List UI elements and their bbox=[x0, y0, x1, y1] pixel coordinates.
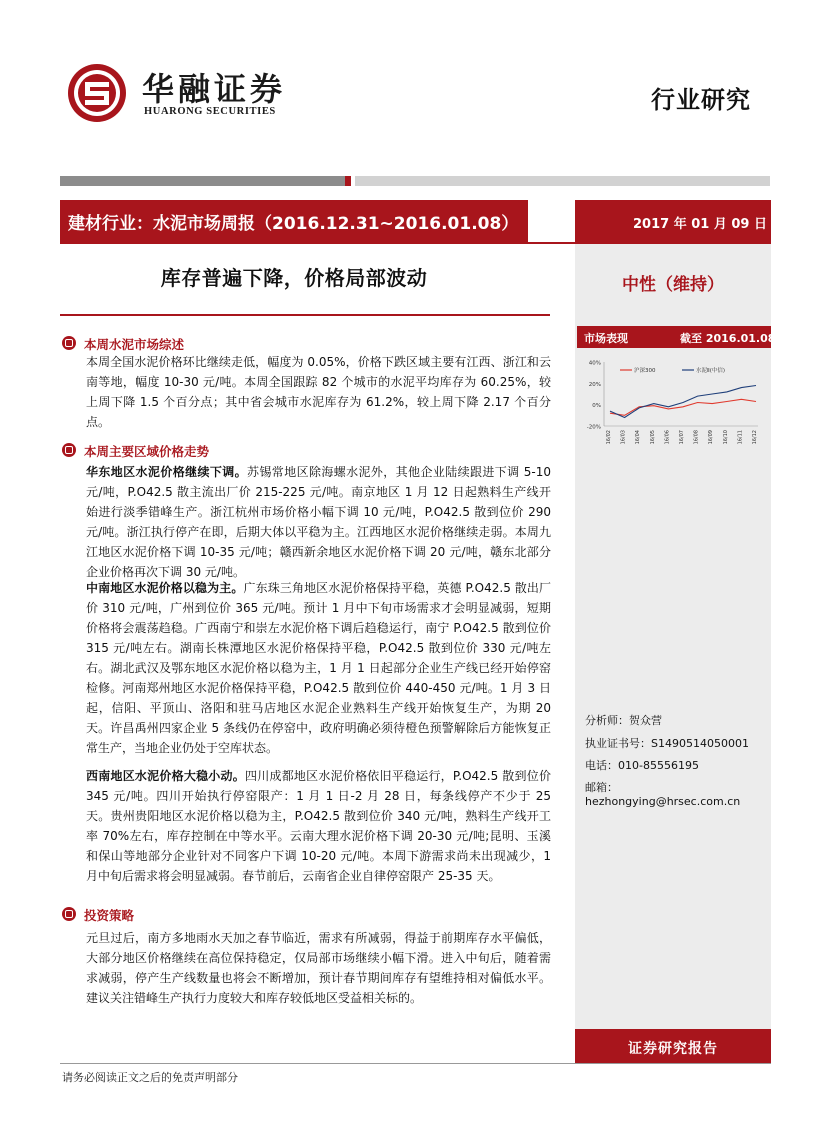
x-tick-label: 16/07 bbox=[679, 430, 685, 445]
x-tick-label: 16/08 bbox=[693, 430, 700, 445]
central-south-text: 广东珠三角地区水泥价格保持平稳，英德 P.O42.5 散出厂价 310 元/吨，广州到位价 365 元/吨。预计 1 月中下旬市场需求才会明显减弱，短期价格将会震荡趋稳。广西南宁和崇左水泥价格下调后趋稳运行，南宁 P.O42.5 散到位价 315 元/吨左右。湖南长株潭地区水泥价格保持平稳，P.O42.5 散到位价 330 元/吨左右。湖北武汉及鄂东地区水泥价格以稳为主，1 月 1 日起部分企业生产线已经开始停窑检修。河南郑州地区水泥价格保持平稳，P.O42.5 散到位价 440-450 元/吨。1 月 3 日起，信阳、平顶山、洛阳和驻马店地区水泥企业熟料生产线开始恢复生产，为期 20 天。许昌禹州四家企业 5 条线仍在停窑中，政府明确必须待橙色预警解除后方能恢复正常生产，当地企业仍处于空库状态。 bbox=[86, 581, 551, 755]
legend-label: 沪深300 bbox=[634, 368, 656, 374]
market-performance-label: 市场表现 bbox=[584, 332, 628, 345]
section-title-summary: 本周水泥市场综述 bbox=[84, 337, 185, 352]
y-tick-label: 0% bbox=[592, 403, 601, 410]
southwest-text: 四川成都地区水泥价格依旧平稳运行，P.O42.5 散到位价 345 元/吨。四川开始执行停窑限产：1 月 1 日-2 月 28 日，每条线停产不少于 25 天。贵州贵阳地区水泥价格以稳为主，P.O42.5 散到位价 340 元/吨，熟料生产线开工率 70%左右，库存控制在中等水平。云南大理水泥价格下调 20-30 元/吨;昆明、玉溪和保山等地部分企业针对不同客户下调 10-20 元/吨。本周下游需求尚未出现减少，1 月中旬后需求将会明显减弱。春节前后，云南省企业自律停窑限产 25-35 天。 bbox=[86, 769, 551, 883]
x-tick-label: 16/02 bbox=[606, 430, 612, 445]
analyst-email: 邮箱：hezhongying@hrsec.com.cn bbox=[585, 781, 741, 808]
section-bullet-icon bbox=[62, 443, 76, 457]
logo-chinese-name: 华融证券 bbox=[142, 70, 287, 108]
summary-paragraph: 本周全国水泥价格环比继续走低，幅度为 0.05%，价格下跌区域主要有江西、浙江和云南等地，幅度 10-30 元/吨。本周全国跟踪 82 个城市的水泥平均库存为 60.25%，较上周下降 1.5 个百分点；其中省会城市水泥库存为 61.2%，较上周下降 2.17 个百分点。 bbox=[86, 355, 551, 429]
section-title-strategy: 投资策略 bbox=[84, 908, 135, 923]
market-as-of-date: 截至 2016.01.08 bbox=[680, 332, 776, 345]
analyst-license: 执业证书号：S1490514050001 bbox=[585, 737, 749, 750]
east-china-text: 苏锡常地区除海螺水泥外，其他企业陆续跟进下调 5-10 元/吨，P.O42.5 散主流出厂价 215-225 元/吨。南京地区 1 月 12 日起熟料生产线开始进行淡季错峰生产。浙江杭州市场价格小幅下调 10 元/吨，P.O42.5 散到位价 290 元/吨。浙江执行停产在即，后期大体以平稳为主。江西地区水泥价格继续走弱。本周九江地区水泥价格下调 10-35 元/吨；赣西新余地区水泥价格下调 20 元/吨，赣东北部分企业价格再次下调 30 元/吨。 bbox=[86, 465, 551, 579]
x-tick-label: 16/06 bbox=[664, 430, 671, 445]
disclaimer-note: 请务必阅读正文之后的免责声明部分 bbox=[62, 1071, 238, 1084]
footer-label: 证券研究报告 bbox=[628, 1041, 718, 1057]
huarong-logo-icon bbox=[66, 62, 128, 124]
header-divider-grey bbox=[60, 176, 345, 186]
east-china-paragraph bbox=[86, 462, 551, 582]
east-china-lead: 华东地区水泥价格继续下调。 bbox=[86, 465, 248, 479]
market-performance-chart bbox=[582, 356, 768, 460]
footer-rule bbox=[60, 1063, 771, 1064]
southwest-lead: 西南地区水泥价格大稳小动。 bbox=[86, 769, 245, 783]
southwest-paragraph bbox=[86, 766, 551, 886]
report-type: 行业研究 bbox=[651, 86, 751, 114]
series-line bbox=[610, 386, 756, 418]
logo-english-name: HUARONG SECURITIES bbox=[144, 106, 276, 117]
analyst-phone: 电话：010-85556195 bbox=[585, 759, 699, 772]
x-tick-label: 16/04 bbox=[635, 430, 642, 445]
x-tick-label: 16/11 bbox=[737, 430, 744, 445]
x-tick-label: 16/03 bbox=[620, 430, 627, 445]
central-south-paragraph bbox=[86, 578, 551, 758]
headline: 库存普遍下降，价格局部波动 bbox=[160, 266, 428, 290]
x-tick-label: 16/12 bbox=[752, 430, 758, 445]
headline-rule bbox=[60, 314, 550, 316]
y-tick-label: -20% bbox=[586, 424, 601, 431]
y-tick-label: 20% bbox=[588, 381, 601, 388]
section-bullet-icon bbox=[62, 336, 76, 350]
y-tick-label: 40% bbox=[588, 360, 601, 367]
rating: 中性（维持） bbox=[622, 275, 724, 295]
section-title-regional: 本周主要区域价格走势 bbox=[84, 444, 210, 459]
header-divider-light bbox=[355, 176, 770, 186]
section-bullet-icon bbox=[62, 907, 76, 921]
header-divider-red bbox=[345, 176, 351, 186]
report-title: 建材行业：水泥市场周报（2016.12.31~2016.01.08） bbox=[68, 214, 519, 234]
strategy-paragraph: 元旦过后，南方多地雨水天加之春节临近，需求有所减弱，得益于前期库存水平偏低，大部分地区价格继续在高位保持稳定，仅局部市场继续小幅下滑。进入中旬后，随着需求减弱，停产生产线数量也将会不断增加，预计春节期间库存有望维持相对偏低水平。建议关注错峰生产执行力度较大和库存较低地区受益相关标的。 bbox=[86, 931, 551, 1005]
report-date: 2017 年 01 月 09 日 bbox=[633, 217, 767, 232]
x-tick-label: 16/10 bbox=[722, 430, 729, 445]
x-tick-label: 16/05 bbox=[649, 430, 656, 445]
x-tick-label: 16/09 bbox=[708, 430, 715, 445]
legend-label: 水泥Ⅱ(中信) bbox=[696, 368, 725, 374]
analyst-name: 分析师：贺众营 bbox=[585, 714, 662, 727]
central-south-lead: 中南地区水泥价格以稳为主。 bbox=[86, 581, 244, 595]
